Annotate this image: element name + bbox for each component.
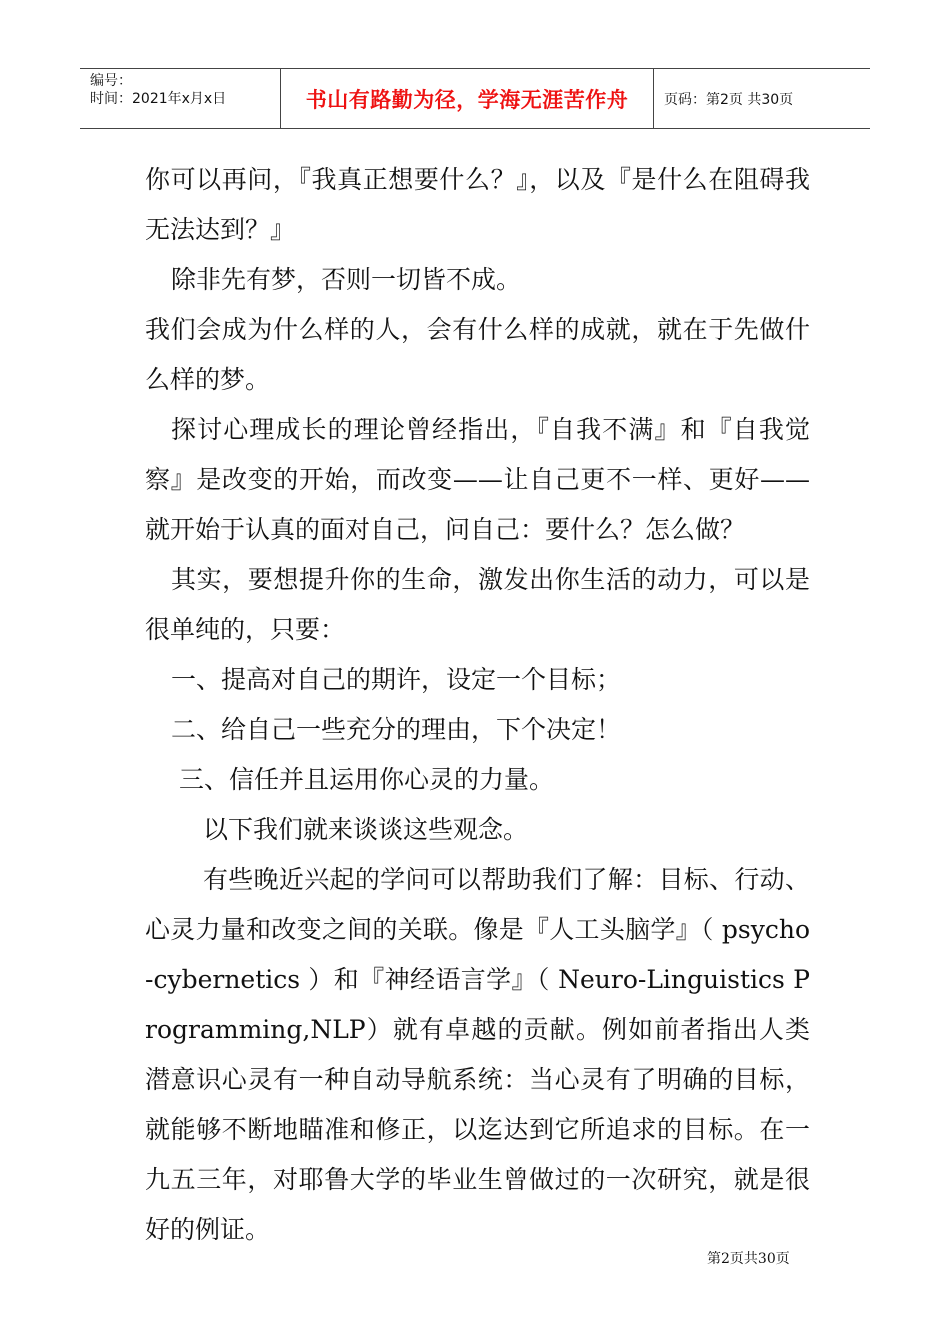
page-header xyxy=(80,68,870,129)
paragraph-1: 你可以再问，『我真正想要什么？』，以及『是什么在阻碍我无法达到？』 xyxy=(145,165,810,244)
list-item-3: 三、信任并且运用你心灵的力量。 xyxy=(179,765,555,794)
paragraph-3: 我们会成为什么样的人，会有什么样的成就，就在于先做什么样的梦。 xyxy=(145,315,810,394)
paragraph-6: 以下我们就来谈谈这些观念。 xyxy=(203,815,529,844)
page-footer: 第2页共30页 xyxy=(707,1251,790,1267)
paragraph-7: 有些晚近兴起的学问可以帮助我们了解：目标、行动、心灵力量和改变之间的关联。像是『人工头脑学』（ psycho-cybernetics ）和『神经语言学』（ Neuro-Linguistics Programming,NLP）就有卓越的贡献。例如前者指出人类潜意识心灵有一种自动导航系统：当心灵有了明确的目标，就能够不断地瞄准和修正，以迄达到它所追求的目标。在一九五三年，对耶鲁大学的毕业生曾做过的一次研究，就是很好的例证。 xyxy=(145,865,810,1244)
document-body xyxy=(145,155,810,1255)
header-meta xyxy=(80,69,281,128)
header-page-label: 页码：第2页 共30页 xyxy=(664,91,794,108)
paragraph-4: 探讨心理成长的理论曾经指出，『自我不满』和『自我觉察』是改变的开始，而改变——让自己更不一样、更好——就开始于认真的面对自己，问自己：要什么？怎么做？ xyxy=(145,415,810,544)
list-item-1: 一、提高对自己的期许，设定一个目标； xyxy=(171,665,622,694)
document-number-label: 编号： xyxy=(90,73,132,89)
list-item-2: 二、给自己一些充分的理由，下个决定！ xyxy=(171,715,622,744)
header-motto: 书山有路勤为径，学海无涯苦作舟 xyxy=(281,69,654,128)
document-time-label: 时间：2021年x月x日 xyxy=(90,91,227,107)
paragraph-5: 其实，要想提升你的生命，激发出你生活的动力，可以是很单纯的，只要： xyxy=(145,565,810,644)
paragraph-2: 除非先有梦，否则一切皆不成。 xyxy=(171,265,522,294)
